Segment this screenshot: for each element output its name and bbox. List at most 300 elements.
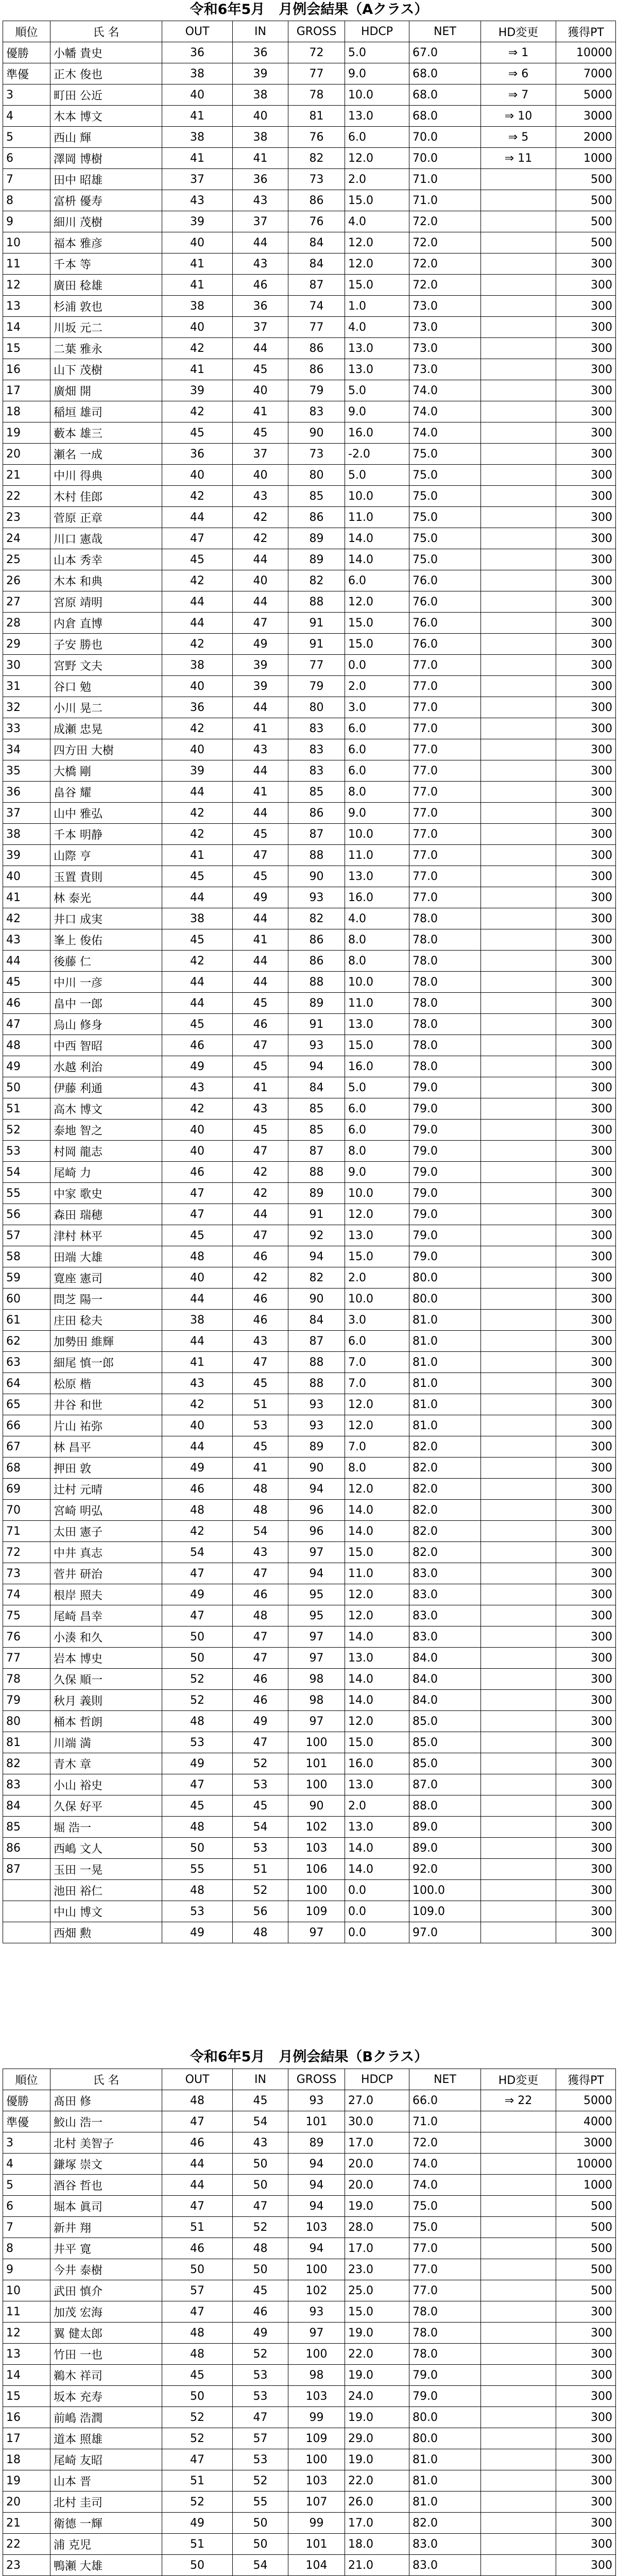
table-row [3,2217,616,2238]
hdcp-cell: 10.0 [345,1289,409,1310]
hd-change-cell [481,739,556,760]
net-cell: 77.0 [409,655,481,676]
net-cell: 78.0 [409,1014,481,1035]
out-cell: 42 [162,634,233,655]
out-cell: 53 [162,1901,233,1922]
player-name-cell: 問芝 陽一 [50,1289,162,1310]
hd-change-cell [481,2555,556,2576]
hdcp-cell: 20.0 [345,2175,409,2196]
in-cell: 45 [233,359,288,380]
hdcp-cell: 6.0 [345,127,409,148]
hd-change-cell [481,1838,556,1859]
table-row [3,169,616,190]
out-cell: 40 [162,676,233,697]
hd-change-cell [481,2344,556,2365]
hd-change-cell: ⇒ 1 [481,42,556,63]
rank-cell: 33 [3,718,50,739]
in-cell: 45 [233,866,288,887]
gross-cell: 87 [288,275,345,296]
rank-cell: 8 [3,2238,50,2259]
hdcp-cell: 13.0 [345,1774,409,1795]
table-row [3,2301,616,2323]
out-cell: 42 [162,803,233,824]
rank-cell: 69 [3,1479,50,1500]
net-cell: 79.0 [409,2365,481,2386]
rank-cell: 19 [3,422,50,444]
hdcp-cell: 1.0 [345,296,409,317]
net-cell: 73.0 [409,296,481,317]
points-cell: 300 [556,486,616,507]
rank-cell: 10 [3,232,50,253]
out-cell: 45 [162,549,233,570]
points-cell: 500 [556,211,616,232]
gross-cell: 93 [288,2301,345,2323]
out-cell: 42 [162,338,233,359]
net-cell: 81.0 [409,2470,481,2492]
rank-cell: 10 [3,2280,50,2301]
hd-change-cell [481,1563,556,1584]
hd-change-cell [481,676,556,697]
gross-header: GROSS [288,2069,345,2090]
rank-cell: 11 [3,2301,50,2323]
in-cell: 47 [233,2407,288,2428]
rank-cell: 25 [3,549,50,570]
in-cell: 46 [233,275,288,296]
name-header: 氏 名 [50,2069,162,2090]
out-cell: 46 [162,1479,233,1500]
out-cell: 43 [162,1077,233,1098]
gross-cell: 93 [288,1035,345,1056]
in-cell: 48 [233,1500,288,1521]
rank-cell: 75 [3,1605,50,1626]
out-cell: 48 [162,1880,233,1901]
player-name-cell: 大橋 剛 [50,760,162,782]
table-row [3,2259,616,2280]
gross-cell: 97 [288,2323,345,2344]
net-cell: 84.0 [409,1648,481,1669]
net-cell: 78.0 [409,2301,481,2323]
hd-change-cell [481,760,556,782]
in-cell: 47 [233,2196,288,2217]
net-cell: 73.0 [409,317,481,338]
hdcp-cell: 13.0 [345,106,409,127]
hd-change-cell [481,634,556,655]
player-name-cell: 庄田 稔夫 [50,1310,162,1331]
hdcp-cell: 0.0 [345,1901,409,1922]
gross-cell: 92 [288,1225,345,1246]
net-cell: 77.0 [409,739,481,760]
hd-change-cell: ⇒ 11 [481,148,556,169]
gross-cell: 90 [288,1458,345,1479]
table-row [3,1711,616,1732]
gross-cell: 77 [288,655,345,676]
hdcp-cell: 8.0 [345,951,409,972]
net-cell: 71.0 [409,2111,481,2132]
hd-change-cell [481,993,556,1014]
hd-change-cell [481,655,556,676]
points-cell: 300 [556,1162,616,1183]
rank-cell: 64 [3,1373,50,1394]
player-name-cell: 岩本 博史 [50,1648,162,1669]
net-cell: 79.0 [409,1098,481,1120]
points-cell: 500 [556,2259,616,2280]
net-cell: 81.0 [409,1415,481,1436]
player-name-cell: 井口 成実 [50,908,162,929]
player-name-cell: 押田 敦 [50,1458,162,1479]
table-row [3,1922,616,1943]
gross-cell: 87 [288,1331,345,1352]
in-cell: 45 [233,2090,288,2111]
points-cell: 300 [556,2428,616,2449]
table-row [3,1035,616,1056]
net-cell: 68.0 [409,63,481,84]
net-cell: 77.0 [409,845,481,866]
points-cell: 300 [556,613,616,634]
rank-header: 順位 [3,2069,50,2090]
hd-change-cell [481,2111,556,2132]
in-cell: 40 [233,380,288,401]
gross-cell: 102 [288,2280,345,2301]
net-cell: 79.0 [409,1077,481,1098]
gross-cell: 88 [288,1373,345,1394]
out-cell: 47 [162,2111,233,2132]
in-cell: 45 [233,422,288,444]
hdcp-cell: 14.0 [345,1521,409,1542]
in-cell: 42 [233,1183,288,1204]
points-cell: 300 [556,1711,616,1732]
player-name-cell: 酒谷 哲也 [50,2175,162,2196]
table-row [3,1859,616,1880]
gross-cell: 84 [288,232,345,253]
player-name-cell: 北村 美智子 [50,2132,162,2154]
out-cell: 40 [162,1267,233,1289]
in-cell: 43 [233,1542,288,1563]
hdcp-cell: 12.0 [345,1394,409,1415]
table-row [3,2132,616,2154]
out-cell: 40 [162,84,233,106]
table-row [3,1415,616,1436]
player-name-cell: 水越 利治 [50,1056,162,1077]
out-cell: 52 [162,1690,233,1711]
gross-header: GROSS [288,21,345,42]
in-cell: 54 [233,1817,288,1838]
gross-cell: 81 [288,106,345,127]
points-cell: 300 [556,570,616,591]
rank-cell: 49 [3,1056,50,1077]
in-cell: 44 [233,338,288,359]
points-cell: 300 [556,1373,616,1394]
out-cell: 40 [162,1141,233,1162]
net-cell: 83.0 [409,2534,481,2555]
rank-cell: 56 [3,1204,50,1225]
hd-change-cell [481,613,556,634]
in-cell: 38 [233,84,288,106]
in-cell: 52 [233,2470,288,2492]
out-cell: 48 [162,2323,233,2344]
player-name-cell: 宮崎 明弘 [50,1500,162,1521]
gross-cell: 104 [288,2555,345,2576]
table-row [3,338,616,359]
gross-cell: 90 [288,1289,345,1310]
out-header: OUT [162,2069,233,2090]
points-cell: 3000 [556,2132,616,2154]
player-name-cell: 山中 雅弘 [50,803,162,824]
points-cell: 300 [556,1098,616,1120]
net-cell: 80.0 [409,2407,481,2428]
player-name-cell: 竹田 一也 [50,2344,162,2365]
net-cell: 81.0 [409,2449,481,2470]
out-cell: 41 [162,1352,233,1373]
points-cell: 300 [556,803,616,824]
hd-change-cell [481,1204,556,1225]
table-row [3,2344,616,2365]
net-cell: 83.0 [409,1605,481,1626]
points-cell: 300 [556,887,616,908]
out-cell: 46 [162,2132,233,2154]
table-row [3,275,616,296]
hd-change-cell [481,359,556,380]
hd-change-header: HD変更 [481,2069,556,2090]
name-header: 氏 名 [50,21,162,42]
hd-change-cell [481,296,556,317]
points-cell: 500 [556,2238,616,2259]
player-name-cell: 細川 茂樹 [50,211,162,232]
table-row [3,2323,616,2344]
out-cell: 50 [162,1838,233,1859]
net-cell: 78.0 [409,2323,481,2344]
rank-cell: 81 [3,1732,50,1753]
in-cell: 48 [233,1922,288,1943]
in-cell: 44 [233,1204,288,1225]
table-row [3,2154,616,2175]
hd-change-cell: ⇒ 22 [481,2090,556,2111]
out-cell: 47 [162,1563,233,1584]
player-name-cell: 千本 明静 [50,824,162,845]
player-name-cell: 津村 林平 [50,1225,162,1246]
points-cell: 500 [556,169,616,190]
table-row [3,1838,616,1859]
table-row [3,845,616,866]
points-cell: 7000 [556,63,616,84]
hdcp-cell: 20.0 [345,2154,409,2175]
in-cell: 51 [233,1394,288,1415]
hd-change-cell [481,782,556,803]
out-cell: 44 [162,1289,233,1310]
hdcp-cell: 16.0 [345,1753,409,1774]
in-cell: 44 [233,908,288,929]
table-row [3,739,616,760]
in-cell: 45 [233,993,288,1014]
table-row [3,127,616,148]
out-cell: 36 [162,444,233,465]
hdcp-cell: 16.0 [345,1056,409,1077]
table-row [3,2238,616,2259]
player-name-cell: 澤岡 博樹 [50,148,162,169]
net-cell: 79.0 [409,1204,481,1225]
in-cell: 53 [233,1774,288,1795]
rank-cell: 31 [3,676,50,697]
table-row [3,676,616,697]
out-cell: 42 [162,718,233,739]
gross-cell: 96 [288,1500,345,1521]
in-cell: 54 [233,1521,288,1542]
player-name-cell: 小幡 貴史 [50,42,162,63]
in-cell: 45 [233,824,288,845]
in-cell: 53 [233,1415,288,1436]
points-cell: 300 [556,1436,616,1458]
hd-change-cell [481,2132,556,2154]
rank-cell: 50 [3,1077,50,1098]
points-cell: 300 [556,1648,616,1669]
table-row [3,760,616,782]
player-name-cell: 武田 慎介 [50,2280,162,2301]
table-row [3,570,616,591]
table-row [3,1669,616,1690]
points-cell: 300 [556,401,616,422]
points-cell: 300 [556,1289,616,1310]
class-a-title: 令和6年5月 月例会結果（Aクラス） [190,2,428,18]
hdcp-cell: 14.0 [345,1626,409,1648]
out-cell: 42 [162,486,233,507]
points-cell: 300 [556,1901,616,1922]
gross-cell: 73 [288,444,345,465]
gross-cell: 91 [288,1204,345,1225]
hd-change-cell [481,2154,556,2175]
in-cell: 41 [233,148,288,169]
hdcp-cell: 11.0 [345,993,409,1014]
player-name-cell: 玉田 一晃 [50,1859,162,1880]
player-name-cell: 太田 憲子 [50,1521,162,1542]
table-row [3,1183,616,1204]
net-cell: 78.0 [409,951,481,972]
out-cell: 44 [162,507,233,528]
rank-cell: 46 [3,993,50,1014]
hdcp-cell: 12.0 [345,1479,409,1500]
player-name-cell: 道本 照雄 [50,2428,162,2449]
hdcp-cell: 19.0 [345,2196,409,2217]
out-cell: 52 [162,2428,233,2449]
points-cell: 300 [556,1035,616,1056]
rank-cell: 35 [3,760,50,782]
player-name-cell: 木本 博文 [50,106,162,127]
gross-cell: 97 [288,1648,345,1669]
gross-cell: 96 [288,1521,345,1542]
in-cell: 39 [233,655,288,676]
hd-change-cell [481,380,556,401]
gross-cell: 76 [288,127,345,148]
table-row [3,106,616,127]
points-cell: 300 [556,2407,616,2428]
gross-cell: 94 [288,1563,345,1584]
hdcp-cell: 9.0 [345,401,409,422]
gross-cell: 100 [288,2344,345,2365]
points-cell: 300 [556,929,616,951]
table-row [3,2365,616,2386]
net-cell: 76.0 [409,634,481,655]
hd-change-cell [481,1267,556,1289]
gross-cell: 85 [288,1098,345,1120]
points-cell: 500 [556,232,616,253]
in-cell: 44 [233,760,288,782]
rank-cell: 18 [3,2449,50,2470]
gross-cell: 106 [288,1859,345,1880]
rank-cell: 34 [3,739,50,760]
in-cell: 54 [233,2555,288,2576]
hdcp-cell: 3.0 [345,697,409,718]
hd-change-cell [481,2534,556,2555]
points-cell: 300 [556,2534,616,2555]
hd-change-cell [481,253,556,275]
table-row [3,1817,616,1838]
player-name-cell: 中山 博文 [50,1901,162,1922]
hdcp-cell: 28.0 [345,2217,409,2238]
points-cell: 300 [556,676,616,697]
in-cell: 47 [233,1352,288,1373]
out-cell: 45 [162,1225,233,1246]
in-cell: 42 [233,528,288,549]
net-cell: 77.0 [409,718,481,739]
points-cell: 300 [556,697,616,718]
player-name-cell: 畠谷 耀 [50,782,162,803]
gross-cell: 86 [288,951,345,972]
in-cell: 42 [233,1267,288,1289]
hdcp-cell: 12.0 [345,591,409,613]
points-cell: 300 [556,1859,616,1880]
gross-cell: 95 [288,1605,345,1626]
table-row [3,401,616,422]
player-name-cell: 寛座 憲司 [50,1267,162,1289]
out-cell: 42 [162,951,233,972]
rank-cell: 59 [3,1267,50,1289]
points-cell: 300 [556,1795,616,1817]
in-cell: 46 [233,1669,288,1690]
gross-cell: 98 [288,1690,345,1711]
net-cell: 82.0 [409,1458,481,1479]
net-cell: 68.0 [409,106,481,127]
net-cell: 67.0 [409,42,481,63]
player-name-cell: 伊藤 利通 [50,1077,162,1098]
points-cell: 300 [556,2470,616,2492]
table-row [3,1605,616,1626]
in-cell: 41 [233,718,288,739]
gross-cell: 88 [288,591,345,613]
player-name-cell: 秋月 義則 [50,1690,162,1711]
gross-cell: 101 [288,2534,345,2555]
net-cell: 68.0 [409,84,481,106]
table-row [3,2386,616,2407]
gross-cell: 76 [288,211,345,232]
rank-cell: 37 [3,803,50,824]
points-cell: 300 [556,1753,616,1774]
in-cell: 41 [233,782,288,803]
table-row [3,1563,616,1584]
player-name-cell: 正木 俊也 [50,63,162,84]
rank-cell: 15 [3,338,50,359]
hdcp-cell: 4.0 [345,211,409,232]
hd-change-cell [481,507,556,528]
hdcp-cell: 4.0 [345,908,409,929]
in-cell: 50 [233,2534,288,2555]
net-cell: 81.0 [409,1331,481,1352]
points-cell: 300 [556,2344,616,2365]
hdcp-cell: 15.0 [345,2301,409,2323]
out-cell: 40 [162,739,233,760]
out-cell: 38 [162,127,233,148]
points-cell: 300 [556,1204,616,1225]
hd-change-cell [481,1817,556,1838]
player-name-cell: 稲垣 雄司 [50,401,162,422]
table-row [3,1098,616,1120]
